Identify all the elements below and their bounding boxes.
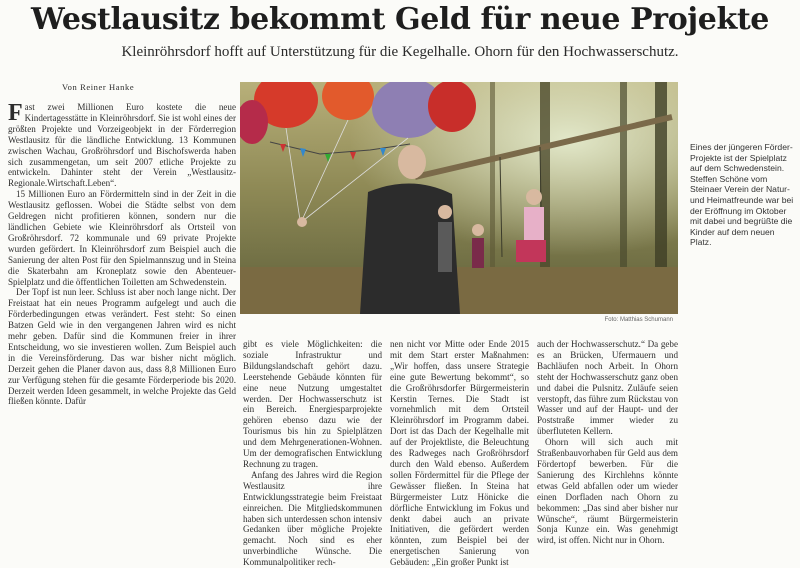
byline: Von Reiner Hanke bbox=[62, 82, 135, 92]
headline: Westlausitz bekommt Geld für neue Projekte bbox=[31, 2, 769, 37]
playground-photo-illustration bbox=[240, 82, 678, 314]
paragraph-text: ast zwei Millionen Euro kostete die neue Kindertagesstätte in Kleinröhrsdorf. Sie ist wohl eines der größten Projekte und Vorzeigeobjekt in der Förderregion Westlausitz für die ländliche Entwicklung. 13 Kommunen zwischen Wachau, Großröhrsdorf und Bischofswerda haben sich zusammengetan, um seit 2007 etliche Projekte zu entwickeln. Dahinter steht der Verein „Westlausitz-Regionale.Wirtschaft.Leben“. bbox=[8, 102, 236, 189]
paragraph: 15 Millionen Euro an Fördermitteln sind in der Zeit in die Westlausitz geflossen. Wobei die Städte selbst von dem Geldregen nicht profitieren können, sondern nur die ländlichen Gebiete wie Kleinröhrsdorf als Ortsteil von Großröhrsdorf. 72 kommunale und 69 private Projekte wurden gefördert. In Kleinröhrsdorf zum Beispiel auch die Sanierung der alten Post für den Spielmannszug und in Steina die Skaterbahn am Kroneplatz sowie den Abenteuer-Spielplatz und die öffentlichen Toiletten am Schwedenstein. bbox=[8, 189, 236, 287]
article-column-1 bbox=[8, 102, 236, 530]
subheadline: Kleinröhrsdorf hofft auf Unterstützung für die Kegelhalle. Ohorn für den Hochwasserschutz. bbox=[121, 44, 679, 60]
photo-caption: Eines der jüngeren Förder-Projekte ist der Spielplatz auf dem Schwedenstein. Steffen Schöne vom Steinaer Verein der Natur- und Heimatfreunde war bei der Eröffnung im Oktober mit dabei und begrüßte die Kinder auf dem neuen Platz. bbox=[690, 142, 794, 248]
drop-cap: F bbox=[8, 100, 23, 126]
paragraph: auch der Hochwasserschutz.“ Da gebe es an Brücken, Ufermauern und Bachläufen noch Arbeit. In Ohorn steht der Hochwasserschutz ganz oben und dabei die Pulsnitz. Zuläufe seien verstopft, das führe zum Rückstau von Wasser und auf der Haupt- und der Poststraße immer wieder zu überfluteten Kellern. bbox=[537, 339, 678, 437]
article-column-2 bbox=[243, 339, 382, 568]
paragraph: gibt es viele Möglichkeiten: die soziale Infrastruktur und Bildungslandschaft gehört dazu. Leerstehende Gebäude könnten für eine neue Nutzung umgestaltet werden. Der Hochwasserschutz ist ein Bereich. Energiesparprojekte gehören ebenso dazu wie der Tourismus bis hin zu Spielplätzen und dem Mehrgenerationen-Wohnen. Um der demografischen Entwicklung Rechnung zu tragen. bbox=[243, 339, 382, 469]
paragraph: Anfang des Jahres wird die Region Westlausitz ihre Entwicklungsstrategie beim Freistaat einreichen. Die Mitgliedskommunen haben sich unterdessen schon intensiv Gedanken über mögliche Projekte gemacht. Noch sind es eher unverbindliche Wünsche. Die Kommunalpolitiker rech- bbox=[243, 469, 382, 568]
paragraph: Der Topf ist nun leer. Schluss ist aber noch lange nicht. Der Freistaat hat ein neues Programm aufgelegt und auch die Förderbedingungen etwas verändert. Fest steht: So einen Batzen Geld wie in den vergangenen Jahren wird es nicht mehr geben. Dafür sind die Kommunen freier in ihrer Entscheidung, wo sie investieren wollen. Zum Beispiel auch in die Vereinsförderung. Das war bisher nicht möglich. Derzeit gehen die Planer davon aus, dass 8,8 Millionen Euro zur Verfügung stehen für die gesamte Förderperiode bis 2020. Derzeit werden Ideen gesammelt, in welche Projekte das Geld fließen könnte. Dafür bbox=[8, 287, 236, 407]
paragraph: Ohorn will sich auch mit Straßenbauvorhaben für Geld aus dem Fördertopf bewerben. Für die Sanierung des Kirchlehns könnte etwas Geld abfallen oder um wieder einen Dorfladen nach Ohorn zu bekommen: „Das sind aber bisher nur Wünsche“, räumt Bürgermeisterin Sonja Kunze ein. Was genehmigt wird, ist offen. Nicht nur in Ohorn. bbox=[537, 437, 678, 546]
article-photo bbox=[240, 82, 678, 314]
photo-credit: Foto: Matthias Schumann bbox=[604, 317, 673, 323]
article-column-4 bbox=[537, 339, 678, 546]
paragraph bbox=[8, 102, 236, 189]
paragraph: nen nicht vor Mitte oder Ende 2015 mit dem Start erster Maßnahmen: „Wir hoffen, dass unsere Strategie eine gute Bewertung bekommt“, so die Großröhrsdorfer Bürgermeisterin Kerstin Ternes. Die Stadt ist vornehmlich mit dem Ortsteil Kleinröhrsdorf im Programm dabei. Dort ist das Dach der Kegelhalle mit auf der Projektliste, die Beleuchtung des Radweges nach Großröhrsdorf durch den Wald ebenso. Außerdem sollen Fördermittel für die Pflege der Gewässer fließen. In Steina hat Bürgermeister Lutz Hönicke die dörfliche Entwicklung im Fokus und denkt dabei auch an private Initiativen, die gefördert werden könnten, zum Beispiel bei der energetischen Sanierung von Gebäuden: „Ein großer Punkt ist bbox=[390, 339, 529, 568]
article-column-3 bbox=[390, 339, 529, 568]
